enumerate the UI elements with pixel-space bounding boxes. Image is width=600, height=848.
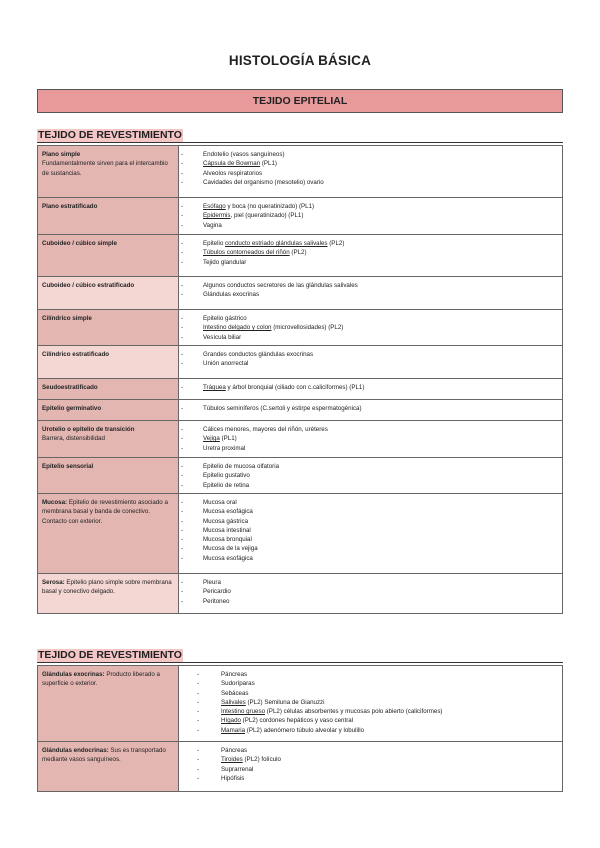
example-text: (PL2) folículo — [242, 756, 281, 764]
epithelium-type: Urotelio o epitelio de transición — [42, 426, 135, 433]
list-item — [203, 221, 559, 230]
example-text: (PL2) Semiluna de Gianuzzi — [245, 698, 325, 706]
example-text: Sebáceas — [221, 689, 249, 697]
row-examples-cell — [179, 494, 563, 574]
example-text: y árbol bronquial (ciliado con c.caliciformes) (PL1) — [225, 384, 365, 391]
table-row — [38, 458, 563, 494]
epithelium-type: Cilíndrico estratificado — [42, 351, 110, 358]
epithelium-description: Fundamentalmente sirven para el intercambio de sustancias. — [42, 160, 168, 177]
examples-list — [203, 350, 559, 369]
list-item — [203, 462, 559, 471]
examples-list — [203, 498, 559, 563]
list-item — [203, 314, 559, 323]
epithelium-type: Glándulas endocrinas: — [42, 747, 109, 754]
table-row — [38, 666, 563, 742]
list-item — [203, 169, 559, 178]
row-examples-cell — [179, 742, 563, 792]
row-label-cell — [38, 666, 179, 742]
row-examples-cell — [179, 235, 563, 277]
table-row — [38, 400, 563, 421]
list-item — [203, 281, 559, 290]
list-item — [221, 670, 559, 679]
table-row — [38, 574, 563, 614]
list-item — [221, 765, 559, 774]
list-item — [221, 698, 559, 707]
list-item — [203, 444, 559, 453]
epithelium-type: Cilíndrico simple — [42, 315, 92, 322]
list-item — [203, 159, 559, 168]
example-text: Mucosa gástrica — [203, 517, 249, 525]
example-text: Páncreas — [221, 747, 248, 754]
example-text: Cavidades del organismo (mesotelio) ovario — [203, 178, 324, 186]
example-text: Epitelio gustativo — [203, 472, 250, 480]
examples-list — [221, 670, 559, 735]
list-item — [203, 290, 559, 299]
example-text: Vesícula biliar — [203, 333, 242, 341]
examples-list — [203, 314, 559, 342]
examples-list — [203, 578, 559, 606]
example-text: Mucosa esofágica — [203, 554, 253, 562]
list-item — [203, 150, 559, 159]
row-label-cell — [38, 277, 179, 310]
list-item — [203, 404, 559, 413]
row-label-cell — [38, 742, 179, 792]
example-text: (PL2) adenómero túbulo alveolar y lobulillo — [245, 726, 365, 734]
list-item — [203, 481, 559, 490]
row-label-cell — [38, 458, 179, 494]
table-row — [38, 346, 563, 379]
example-text: Tejido glandular — [203, 258, 247, 266]
row-label-cell — [38, 494, 179, 574]
example-text: Pleura — [203, 579, 221, 586]
row-label-cell — [38, 400, 179, 421]
list-item — [221, 726, 559, 735]
section-heading-2: TEJIDO DE REVESTIMIENTO — [38, 649, 182, 661]
example-text: Pericardio — [203, 588, 231, 596]
example-highlight: Hígado — [221, 717, 241, 725]
list-item — [203, 383, 559, 392]
epithelium-description: Epitelio plano simple sobre membrana basal y conectivo delgado. — [42, 579, 172, 596]
list-item — [203, 544, 559, 553]
example-highlight: Tráquea — [203, 384, 226, 391]
row-examples-cell — [179, 277, 563, 310]
example-highlight: Túbulos contorneados del riñón — [203, 249, 290, 257]
example-text: , piel (queratinizado) (PL1) — [230, 212, 304, 220]
example-highlight: Salivales — [221, 698, 246, 706]
table-row — [38, 494, 563, 574]
examples-list — [221, 746, 559, 783]
row-examples-cell — [179, 458, 563, 494]
row-label-cell — [38, 574, 179, 614]
example-text: Mucosa bronquial — [203, 536, 252, 544]
row-label-cell — [38, 146, 179, 198]
example-text: Hipófisis — [221, 774, 245, 782]
examples-list — [203, 404, 559, 413]
example-text: Mucosa de la vejiga — [203, 545, 258, 553]
epithelium-type: Plano estratificado — [42, 203, 98, 210]
examples-list — [203, 383, 559, 392]
list-item — [221, 755, 559, 764]
list-item — [203, 507, 559, 516]
example-text: Sudoríparas — [221, 680, 255, 688]
example-text: Mucosa intestinal — [203, 526, 251, 534]
epithelium-description: Epitelio de revestimiento asociado a membrana basal y banda de conectivo. Contacto con exterior. — [42, 499, 168, 525]
row-examples-cell — [179, 310, 563, 346]
epithelium-description: Barrera, distensibilidad — [42, 435, 105, 443]
example-highlight: Cápsula de Bowman — [203, 160, 261, 168]
example-highlight: Mamaria — [221, 726, 246, 734]
example-text: Grandes conductos glándulas exocrinas — [203, 351, 314, 358]
example-text: Epitelio gástrico — [203, 315, 247, 322]
table-row — [38, 198, 563, 235]
list-item — [221, 774, 559, 783]
list-item — [203, 239, 559, 248]
examples-list — [203, 462, 559, 490]
list-item — [203, 178, 559, 187]
epithelium-type: Cuboideo / cúbico estratificado — [42, 282, 135, 289]
example-highlight: Intestino delgado y colon — [203, 324, 272, 332]
example-text: (PL2) cordones hepáticos y vaso central — [240, 717, 354, 725]
epithelium-type: Glándulas exocrinas: — [42, 671, 105, 678]
example-text: (PL2) — [289, 249, 307, 257]
example-text: (PL1) — [219, 435, 237, 443]
list-item — [203, 554, 559, 563]
table-row — [38, 277, 563, 310]
epithelium-type: Epitelio sensorial — [42, 463, 94, 470]
example-text: Epitelio de retina — [203, 481, 250, 489]
example-text: Mucosa esofágica — [203, 508, 253, 516]
list-item — [221, 707, 559, 716]
example-text: Vagina — [203, 221, 222, 229]
example-text: y boca (no queratinizado) (PL1) — [225, 203, 315, 210]
epithelium-description: Sus es transportado mediante vasos sanguíneos. — [42, 747, 166, 764]
example-text: Cálices menores, mayores del riñón, uréteres — [203, 426, 328, 433]
example-text: Túbulos seminíferos (C.sertoli y estirpe espermatogénica) — [203, 405, 362, 412]
example-highlight: Intestino grueso — [221, 708, 266, 716]
list-item — [203, 202, 559, 211]
example-highlight: Tiroides — [221, 756, 243, 764]
example-text: Epitelio — [203, 240, 226, 247]
list-item — [203, 587, 559, 596]
section-heading-1: TEJIDO DE REVESTIMIENTO — [38, 129, 182, 141]
example-text: Glándulas exocrinas — [203, 291, 260, 299]
example-text: Alveolos respiratorios — [203, 169, 263, 177]
list-item — [221, 689, 559, 698]
epithelium-type: Mucosa: — [42, 499, 68, 506]
row-label-cell — [38, 346, 179, 379]
table-row — [38, 146, 563, 198]
list-item — [203, 323, 559, 332]
example-highlight: Vejiga — [203, 435, 220, 443]
row-examples-cell — [179, 146, 563, 198]
table-row — [38, 421, 563, 458]
row-label-cell — [38, 310, 179, 346]
list-item — [203, 425, 559, 434]
list-item — [203, 350, 559, 359]
example-highlight: conducto estriado glándulas salivales — [225, 240, 328, 247]
list-item — [221, 716, 559, 725]
example-text: Peritoneo — [203, 597, 230, 605]
example-text: Páncreas — [221, 671, 248, 678]
table-row — [38, 310, 563, 346]
epithelium-type: Plano simple — [42, 151, 81, 158]
row-label-cell — [38, 421, 179, 458]
example-text: Unión anorrectal — [203, 360, 249, 368]
row-examples-cell — [179, 346, 563, 379]
row-label-cell — [38, 235, 179, 277]
list-item — [203, 526, 559, 535]
section-banner: TEJIDO EPITELIAL — [37, 89, 563, 113]
example-highlight: Epidermis — [203, 212, 231, 220]
example-text: Mucosa oral — [203, 499, 237, 506]
examples-list — [203, 202, 559, 230]
example-text: (microvellosidades) (PL2) — [271, 324, 344, 332]
glandular-table — [37, 665, 563, 792]
row-examples-cell — [179, 379, 563, 400]
examples-list — [203, 425, 559, 453]
epithelium-type: Seudoestratificado — [42, 384, 98, 391]
list-item — [203, 258, 559, 267]
table-row — [38, 379, 563, 400]
row-label-cell — [38, 379, 179, 400]
example-text: Endotelio (vasos sanguíneos) — [203, 151, 285, 158]
list-item — [203, 597, 559, 606]
list-item — [203, 333, 559, 342]
examples-list — [203, 281, 559, 300]
example-text: Epitelio de mucosa olfatoria — [203, 463, 280, 470]
row-examples-cell — [179, 421, 563, 458]
epithelium-description: Producto liberado a superficie o exterior. — [42, 671, 160, 688]
list-item — [203, 359, 559, 368]
epithelium-type: Serosa: — [42, 579, 65, 586]
example-text: (PL1) — [260, 160, 277, 168]
list-item — [221, 746, 559, 755]
example-text: Algunos conductos secretores de las glándulas salivales — [203, 282, 358, 289]
row-examples-cell — [179, 198, 563, 235]
list-item — [203, 498, 559, 507]
list-item — [203, 517, 559, 526]
row-examples-cell — [179, 574, 563, 614]
row-examples-cell — [179, 666, 563, 742]
section-divider-2 — [37, 662, 563, 663]
revestimiento-table — [37, 145, 563, 614]
example-text: Suprarrenal — [221, 765, 254, 773]
list-item — [203, 434, 559, 443]
examples-list — [203, 150, 559, 187]
page-title: HISTOLOGÍA BÁSICA — [228, 53, 372, 68]
table-row — [38, 742, 563, 792]
table-row — [38, 235, 563, 277]
row-examples-cell — [179, 400, 563, 421]
example-text: (PL2) células absorbentes y mucosas polo abierto (caliciformes) — [265, 708, 443, 716]
section-divider-1 — [37, 142, 563, 143]
list-item — [203, 535, 559, 544]
example-highlight: Esófago — [203, 203, 226, 210]
list-item — [203, 471, 559, 480]
examples-list — [203, 239, 559, 267]
example-text: (PL2) — [327, 240, 345, 247]
row-label-cell — [38, 198, 179, 235]
epithelium-type: Cuboideo / cúbico simple — [42, 240, 117, 247]
list-item — [203, 248, 559, 257]
list-item — [221, 679, 559, 688]
list-item — [203, 211, 559, 220]
list-item — [203, 578, 559, 587]
example-text: Uretra proximal — [203, 444, 246, 452]
epithelium-type: Epitelio germinativo — [42, 405, 102, 412]
